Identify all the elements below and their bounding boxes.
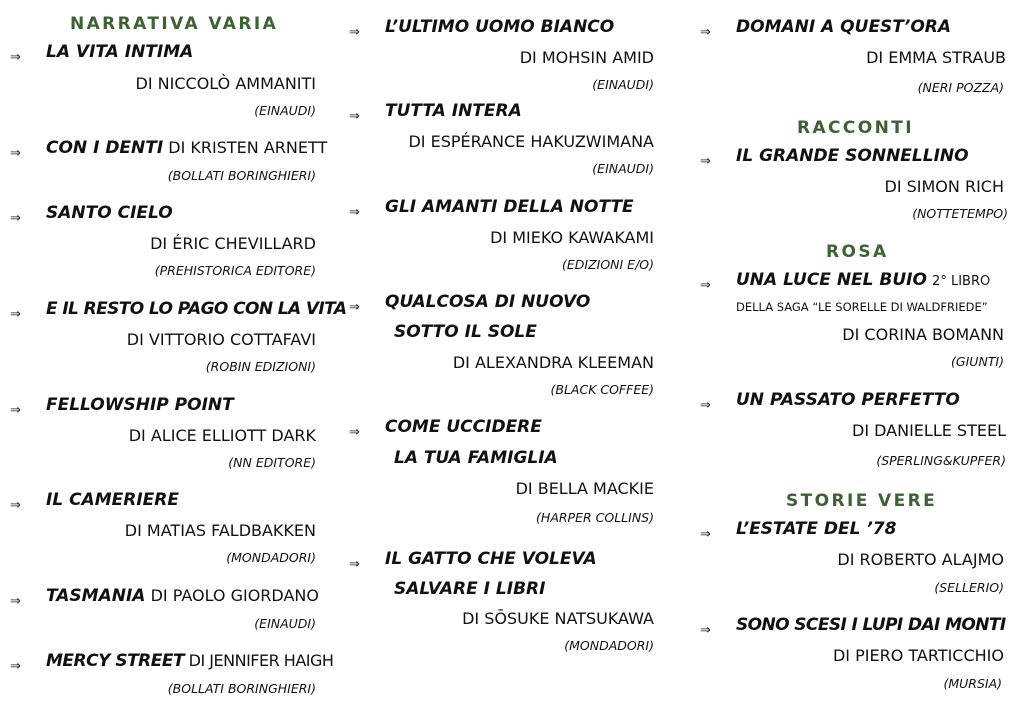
book-publisher: (NN EDITORE) <box>228 455 316 470</box>
book-title: E IL RESTO LO PAGO CON LA VITA <box>46 299 347 319</box>
book-title: LA VITA INTIMA <box>46 42 194 62</box>
book-publisher: (HARPER COLLINS) <box>536 510 654 525</box>
book-title: COME UCCIDERE <box>385 417 542 437</box>
book-author: DI CORINA BOMANN <box>842 325 1004 344</box>
book-author: DI MOHSIN AMID <box>519 48 654 67</box>
book-publisher: (EINAUDI) <box>592 77 654 92</box>
book-author: DI ALICE ELLIOTT DARK <box>128 426 316 445</box>
book-author: DI ESPÉRANCE HAKUZWIMANA <box>408 132 654 151</box>
book-author: DI MATIAS FALDBAKKEN <box>124 521 316 540</box>
book-title-line <box>46 586 319 606</box>
book-title: TUTTA INTERA <box>385 101 522 121</box>
book-subtitle: DELLA SAGA “LE SORELLE DI WALDFRIEDE” <box>736 300 988 314</box>
book-author: DI PIERO TARTICCHIO <box>832 646 1004 665</box>
book-author: DI NICCOLÒ AMMANITI <box>135 74 316 93</box>
book-title: L’ESTATE DEL ’78 <box>736 519 897 539</box>
book-title-line <box>46 138 327 158</box>
book-title-continued: SOTTO IL SOLE <box>394 322 537 342</box>
book-title: L’ULTIMO UOMO BIANCO <box>385 17 615 37</box>
book-publisher: (MONDADORI) <box>226 550 316 565</box>
book-publisher: (NERI POZZA) <box>917 80 1004 95</box>
double-arrow-icon: ⇒ <box>700 623 711 638</box>
book-publisher: (EDIZIONI E/O) <box>561 257 654 272</box>
book-title: UN PASSATO PERFETTO <box>736 390 960 410</box>
book-title-line <box>736 270 990 290</box>
double-arrow-icon: ⇒ <box>10 146 21 161</box>
section-title-rosa: ROSA <box>826 242 889 262</box>
book-publisher: (EINAUDI) <box>254 616 316 631</box>
book-title: SONO SCESI I LUPI DAI MONTI <box>736 615 1006 635</box>
double-arrow-icon: ⇒ <box>700 278 711 293</box>
book-author: DI KRISTEN ARNETT <box>168 138 328 157</box>
book-title-continued: LA TUA FAMIGLIA <box>394 448 558 468</box>
book-publisher: (EINAUDI) <box>592 161 654 176</box>
double-arrow-icon: ⇒ <box>10 659 21 674</box>
double-arrow-icon: ⇒ <box>10 594 21 609</box>
book-publisher: (SELLERIO) <box>934 580 1004 595</box>
double-arrow-icon: ⇒ <box>700 398 711 413</box>
book-author: DI DANIELLE STEEL <box>852 421 1006 440</box>
double-arrow-icon: ⇒ <box>349 557 360 572</box>
double-arrow-icon: ⇒ <box>10 211 21 226</box>
book-title: IL GATTO CHE VOLEVA <box>385 549 597 569</box>
book-publisher: (EINAUDI) <box>254 103 316 118</box>
book-title: CON I DENTI <box>46 138 164 158</box>
book-author: DI VITTORIO COTTAFAVI <box>126 330 316 349</box>
section-title-storie-vere: STORIE VERE <box>786 491 938 511</box>
double-arrow-icon: ⇒ <box>10 307 21 322</box>
book-publisher: (MONDADORI) <box>564 638 654 653</box>
book-author: DI MIEKO KAWAKAMI <box>490 228 654 247</box>
book-title: FELLOWSHIP POINT <box>46 395 234 415</box>
double-arrow-icon: ⇒ <box>349 205 360 220</box>
book-title: GLI AMANTI DELLA NOTTE <box>385 197 634 217</box>
double-arrow-icon: ⇒ <box>10 50 21 65</box>
book-publisher: (MURSIA) <box>943 676 1002 691</box>
book-publisher: (PREHISTORICA EDITORE) <box>154 263 316 278</box>
book-author: DI JENNIFER HAIGH <box>188 651 334 670</box>
book-author: DI SIMON RICH <box>884 177 1004 196</box>
book-title: MERCY STREET <box>46 651 185 671</box>
section-title-racconti: RACCONTI <box>797 118 914 138</box>
double-arrow-icon: ⇒ <box>349 25 360 40</box>
book-author: DI EMMA STRAUB <box>866 48 1006 67</box>
book-title: QUALCOSA DI NUOVO <box>385 292 591 312</box>
double-arrow-icon: ⇒ <box>349 109 360 124</box>
book-author: DI ÉRIC CHEVILLARD <box>150 234 316 253</box>
book-author: DI ALEXANDRA KLEEMAN <box>452 353 654 372</box>
double-arrow-icon: ⇒ <box>700 154 711 169</box>
book-author: DI SŌSUKE NATSUKAWA <box>462 609 654 628</box>
book-title-line <box>46 651 333 671</box>
book-author: DI PAOLO GIORDANO <box>150 586 319 605</box>
book-title: DOMANI A QUEST’ORA <box>736 17 952 37</box>
book-publisher: (ROBIN EDIZIONI) <box>205 359 316 374</box>
book-title: SANTO CIELO <box>46 203 173 223</box>
book-publisher: (BOLLATI BORINGHIERI) <box>167 168 316 183</box>
double-arrow-icon: ⇒ <box>349 425 360 440</box>
section-title-narrativa-varia: NARRATIVA VARIA <box>70 14 279 34</box>
book-publisher: (NOTTETEMPO) <box>912 206 1008 221</box>
double-arrow-icon: ⇒ <box>10 498 21 513</box>
book-title: IL CAMERIERE <box>46 490 179 510</box>
book-publisher: (SPERLING&KUPFER) <box>876 453 1006 468</box>
double-arrow-icon: ⇒ <box>349 300 360 315</box>
book-publisher: (BLACK COFFEE) <box>550 382 654 397</box>
double-arrow-icon: ⇒ <box>700 25 711 40</box>
book-title: UNA LUCE NEL BUIO <box>736 270 927 290</box>
book-author: DI BELLA MACKIE <box>515 479 654 498</box>
book-title-continued: SALVARE I LIBRI <box>394 579 546 599</box>
book-title: TASMANIA <box>46 586 146 606</box>
book-title: IL GRANDE SONNELLINO <box>736 146 969 166</box>
book-publisher: (GIUNTI) <box>951 354 1004 369</box>
book-author: DI ROBERTO ALAJMO <box>837 550 1004 569</box>
double-arrow-icon: ⇒ <box>700 527 711 542</box>
double-arrow-icon: ⇒ <box>10 403 21 418</box>
book-publisher: (BOLLATI BORINGHIERI) <box>167 681 316 696</box>
book-title-suffix: 2° LIBRO <box>932 274 991 289</box>
